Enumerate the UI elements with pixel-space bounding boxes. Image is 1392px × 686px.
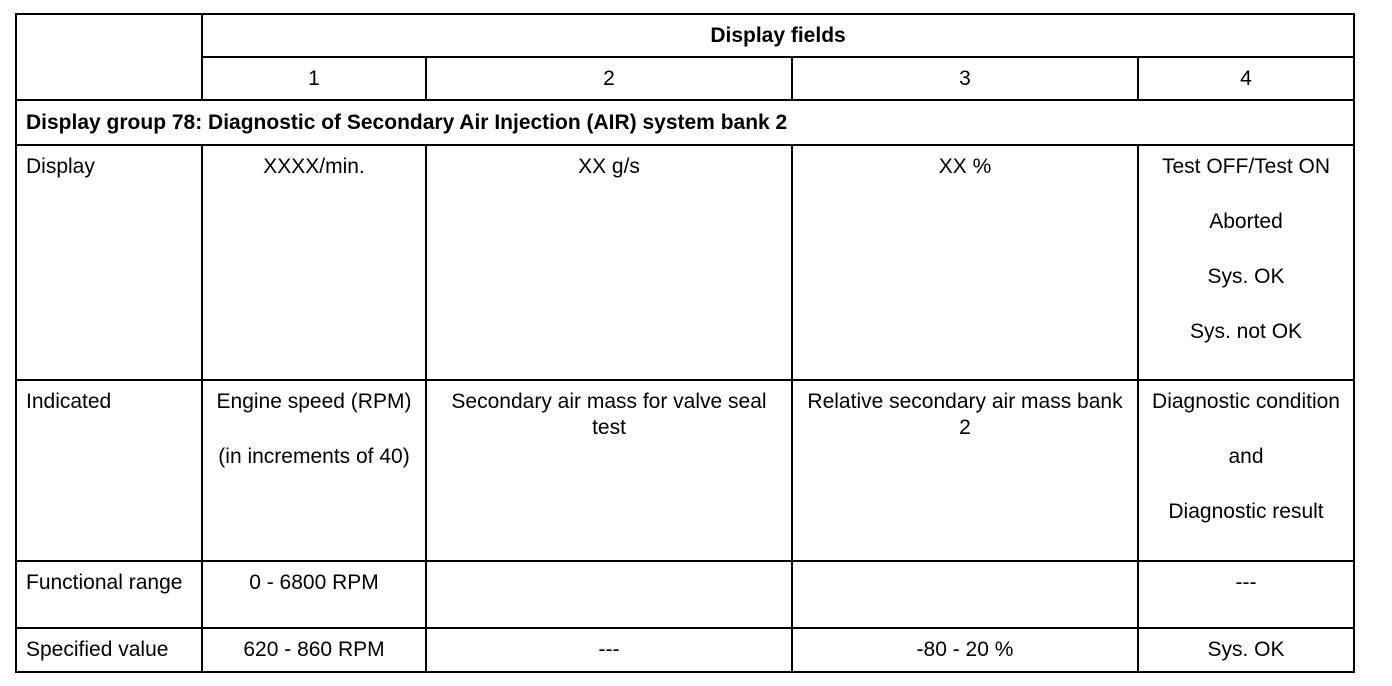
column-header-4: 4 (1138, 57, 1354, 100)
row-label-display: Display (16, 145, 202, 380)
display-cell-3: XX % (792, 145, 1138, 380)
indicated-engine-speed: Engine speed (RPM) (216, 390, 412, 413)
functional-cell-3 (792, 561, 1138, 628)
display-group-table (15, 13, 1355, 673)
table-row-indicated (16, 380, 1354, 561)
table-row-display (16, 145, 1354, 380)
spacer (1145, 470, 1347, 499)
spacer (1145, 235, 1347, 264)
column-header-2: 2 (426, 57, 792, 100)
spacer (1145, 180, 1347, 209)
display-value-sys-ok: Sys. OK (1207, 265, 1285, 288)
table-row-specified-value (16, 628, 1354, 672)
table-row-functional-range (16, 561, 1354, 628)
row-label-indicated: Indicated (16, 380, 202, 561)
indicated-diagnostic-result: Diagnostic result (1168, 500, 1324, 523)
header-row-columns (16, 57, 1354, 100)
spacer (1145, 415, 1347, 444)
diagnostic-table-container (15, 13, 1355, 673)
indicated-increments-note: (in increments of 40) (218, 445, 410, 468)
functional-cell-1: 0 - 6800 RPM (202, 561, 426, 628)
indicated-cell-3: Relative secondary air mass bank 2 (792, 380, 1138, 561)
display-fields-header: Display fields (202, 14, 1354, 57)
specified-cell-1: 620 - 860 RPM (202, 628, 426, 672)
indicated-cell-1 (202, 380, 426, 561)
indicated-diagnostic-condition: Diagnostic condition (1152, 390, 1340, 413)
display-cell-4 (1138, 145, 1354, 380)
column-header-3: 3 (792, 57, 1138, 100)
header-corner-cell (16, 14, 202, 100)
specified-cell-2: --- (426, 628, 792, 672)
spacer (209, 415, 419, 444)
group-title-row (16, 100, 1354, 145)
column-header-1: 1 (202, 57, 426, 100)
display-group-title: Display group 78: Diagnostic of Secondary Air Injection (AIR) system bank 2 (16, 100, 1354, 145)
functional-cell-4: --- (1138, 561, 1354, 628)
display-cell-1: XXXX/min. (202, 145, 426, 380)
row-label-specified-value: Specified value (16, 628, 202, 672)
header-row-title (16, 14, 1354, 57)
specified-cell-3: -80 - 20 % (792, 628, 1138, 672)
display-value-test-state: Test OFF/Test ON (1161, 155, 1331, 178)
functional-cell-2 (426, 561, 792, 628)
display-cell-2: XX g/s (426, 145, 792, 380)
specified-cell-4: Sys. OK (1138, 628, 1354, 672)
indicated-and: and (1228, 445, 1264, 468)
display-value-sys-not-ok: Sys. not OK (1189, 320, 1303, 343)
spacer (1145, 290, 1347, 319)
row-label-functional-range: Functional range (16, 561, 202, 628)
indicated-cell-2: Secondary air mass for valve seal test (426, 380, 792, 561)
display-value-aborted: Aborted (1209, 210, 1283, 233)
indicated-cell-4 (1138, 380, 1354, 561)
